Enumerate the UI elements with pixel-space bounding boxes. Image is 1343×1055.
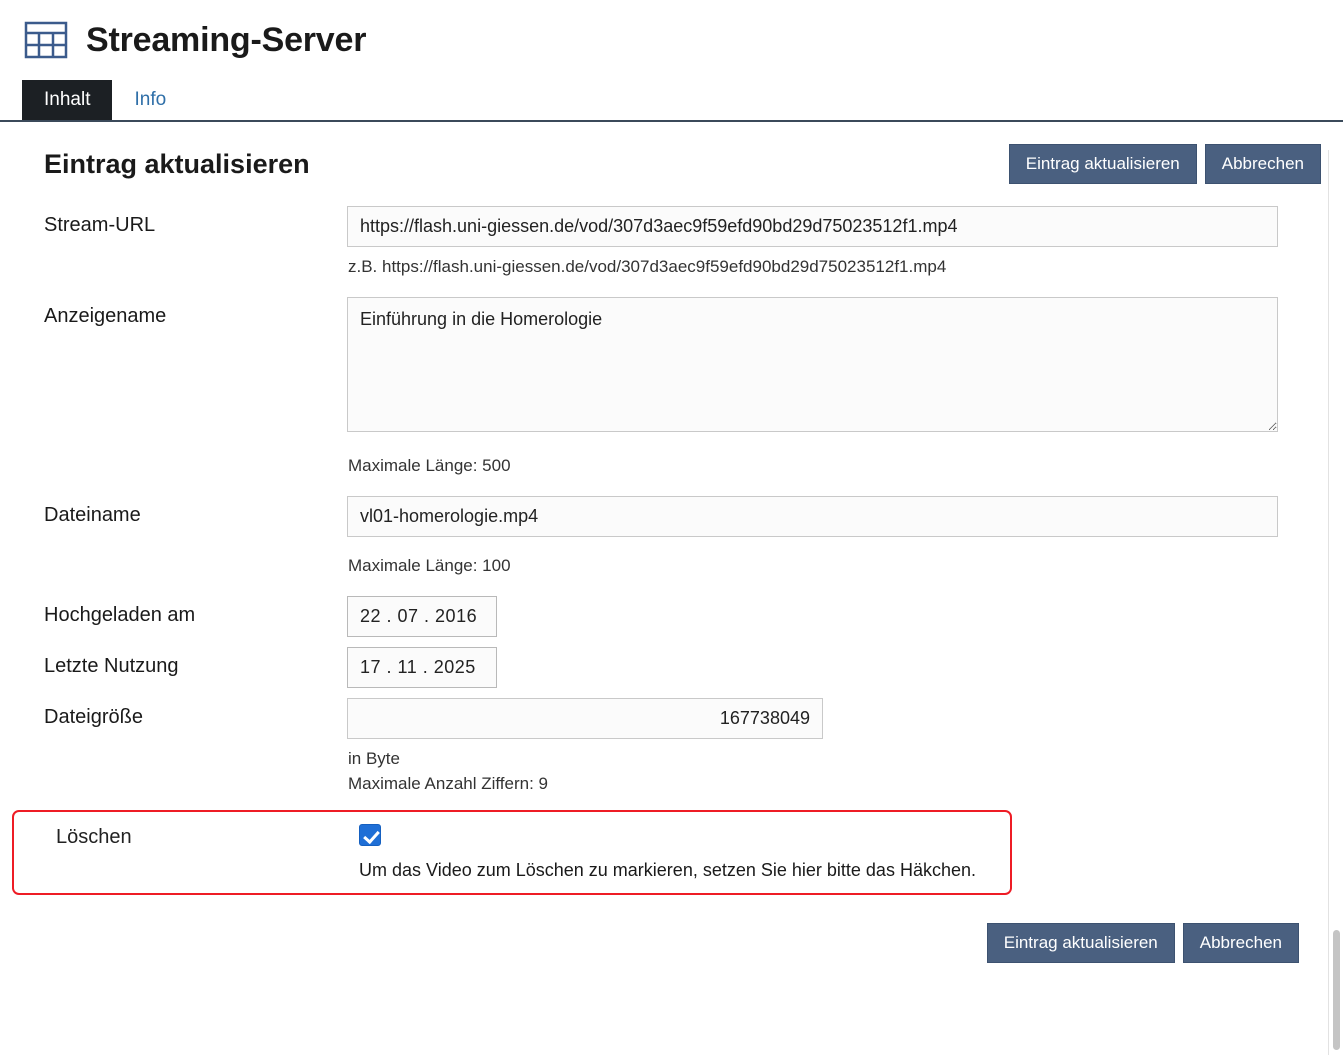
bottom-button-group <box>22 923 1299 963</box>
display-name-textarea[interactable] <box>347 297 1278 432</box>
field-row-file-size <box>22 698 1321 796</box>
stream-url-input[interactable] <box>347 206 1278 247</box>
file-size-input[interactable] <box>347 698 823 739</box>
vertical-scrollbar[interactable] <box>1331 150 1341 1055</box>
content-edge-divider <box>1328 150 1329 1055</box>
tab-inhalt[interactable]: Inhalt <box>22 80 112 120</box>
tab-bar <box>0 80 1343 122</box>
hint-delete: Um das Video zum Löschen zu markieren, setzen Sie hier bitte das Häkchen. <box>359 860 976 881</box>
app-header <box>0 0 1343 60</box>
delete-checkbox[interactable] <box>359 824 381 846</box>
update-entry-button-top[interactable]: Eintrag aktualisieren <box>1009 144 1197 184</box>
field-row-display-name <box>22 297 1321 478</box>
page-title: Streaming-Server <box>86 20 367 59</box>
update-entry-button-bottom[interactable]: Eintrag aktualisieren <box>987 923 1175 963</box>
file-name-input[interactable] <box>347 496 1278 537</box>
tab-info[interactable]: Info <box>112 80 188 120</box>
field-row-uploaded-at <box>22 596 1321 637</box>
table-grid-icon <box>24 20 68 60</box>
label-uploaded-at: Hochgeladen am <box>44 604 196 627</box>
label-file-name: Dateiname <box>44 504 141 527</box>
hint-display-name: Maximale Länge: 500 <box>348 456 511 476</box>
cancel-button-bottom[interactable]: Abbrechen <box>1183 923 1299 963</box>
section-header <box>22 144 1321 184</box>
cancel-button-top[interactable]: Abbrechen <box>1205 144 1321 184</box>
label-file-size: Dateigröße <box>44 706 143 729</box>
main-content <box>0 122 1343 963</box>
scrollbar-thumb[interactable] <box>1333 930 1340 1050</box>
top-button-group <box>1009 144 1321 184</box>
field-row-file-name <box>22 496 1321 578</box>
hint-file-size-digits: Maximale Anzahl Ziffern: 9 <box>348 774 548 794</box>
label-stream-url: Stream-URL <box>44 214 156 237</box>
delete-field-highlight <box>12 810 1012 895</box>
field-row-last-use <box>22 647 1321 688</box>
uploaded-at-date-input[interactable] <box>347 596 497 637</box>
label-delete: Löschen <box>56 826 132 849</box>
hint-file-size-unit: in Byte <box>348 749 400 769</box>
label-display-name: Anzeigename <box>44 305 167 328</box>
hint-stream-url: z.B. https://flash.uni-giessen.de/vod/307d3aec9f59efd90bd29d75023512f1.mp4 <box>348 257 947 277</box>
field-row-stream-url <box>22 206 1321 279</box>
last-use-date-input[interactable] <box>347 647 497 688</box>
label-last-use: Letzte Nutzung <box>44 655 179 678</box>
section-title: Eintrag aktualisieren <box>44 148 310 179</box>
hint-file-name: Maximale Länge: 100 <box>348 556 511 576</box>
